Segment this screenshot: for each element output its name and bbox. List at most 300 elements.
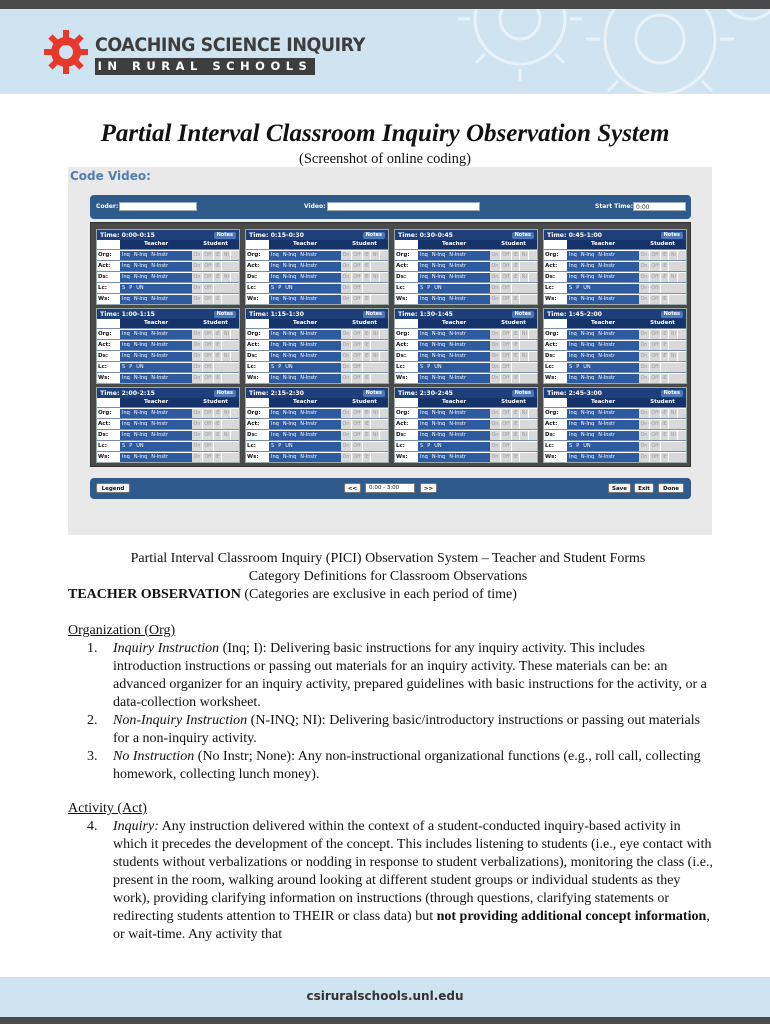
student-option[interactable]: NI <box>669 352 678 361</box>
teacher-option[interactable]: N-Inq <box>431 431 446 438</box>
student-option[interactable]: Off <box>650 374 661 383</box>
student-option[interactable]: IE <box>661 409 669 418</box>
teacher-option[interactable]: N-Inq <box>282 453 297 460</box>
teacher-option[interactable]: N-Instr <box>449 262 467 269</box>
teacher-option[interactable]: UN <box>136 363 144 370</box>
teacher-option[interactable]: Inq <box>569 420 577 427</box>
student-option[interactable]: On <box>192 453 203 462</box>
student-option[interactable]: IE <box>363 273 371 282</box>
student-option[interactable]: IE <box>661 262 669 271</box>
notes-button[interactable]: Notes <box>512 232 534 239</box>
teacher-option[interactable]: N-Instr <box>300 431 318 438</box>
teacher-option[interactable]: N-Inq <box>431 273 446 280</box>
student-option[interactable]: IE <box>512 273 520 282</box>
teacher-option[interactable]: Inq <box>122 330 130 337</box>
teacher-option[interactable]: N-Instr <box>300 341 318 348</box>
student-option[interactable]: IE <box>512 251 520 260</box>
student-option[interactable]: IE <box>661 330 669 339</box>
student-option[interactable]: NI <box>371 330 380 339</box>
student-option[interactable]: Off <box>203 442 214 451</box>
student-option[interactable]: NI <box>371 409 380 418</box>
video-input[interactable] <box>327 202 480 211</box>
student-option[interactable]: On <box>341 341 352 350</box>
student-option[interactable]: On <box>639 352 650 361</box>
student-option[interactable]: IE <box>214 409 222 418</box>
student-option[interactable]: Off <box>203 352 214 361</box>
teacher-option[interactable]: P <box>427 363 431 370</box>
student-option[interactable]: On <box>490 295 501 304</box>
teacher-option[interactable]: N-Inq <box>431 409 446 416</box>
teacher-option[interactable]: N-Inq <box>133 273 148 280</box>
teacher-option[interactable]: Inq <box>122 262 130 269</box>
teacher-option[interactable]: N-Instr <box>598 431 616 438</box>
student-option[interactable]: On <box>341 409 352 418</box>
teacher-option[interactable]: N-Inq <box>580 409 595 416</box>
teacher-option[interactable]: N-Instr <box>449 341 467 348</box>
student-option[interactable]: Off <box>501 352 512 361</box>
student-option[interactable]: Off <box>501 431 512 440</box>
teacher-option[interactable]: P <box>576 442 580 449</box>
student-option[interactable]: Off <box>650 442 661 451</box>
teacher-option[interactable]: N-Instr <box>598 420 616 427</box>
notes-button[interactable]: Notes <box>363 311 385 318</box>
student-option[interactable]: Off <box>352 431 363 440</box>
teacher-option[interactable]: S <box>122 284 126 291</box>
teacher-option[interactable]: Inq <box>122 409 130 416</box>
notes-button[interactable]: Notes <box>661 311 683 318</box>
student-option[interactable]: Off <box>203 453 214 462</box>
teacher-option[interactable]: P <box>129 442 133 449</box>
teacher-option[interactable]: N-Inq <box>580 262 595 269</box>
teacher-option[interactable]: N-Inq <box>431 453 446 460</box>
teacher-option[interactable]: Inq <box>122 295 130 302</box>
student-option[interactable]: IE <box>661 352 669 361</box>
student-option[interactable]: IE <box>214 262 222 271</box>
student-option[interactable]: IE <box>512 262 520 271</box>
student-option[interactable]: NI <box>222 251 231 260</box>
teacher-option[interactable]: Inq <box>122 431 130 438</box>
notes-button[interactable]: Notes <box>214 232 236 239</box>
save-button[interactable]: Save <box>608 483 631 493</box>
teacher-option[interactable]: N-Instr <box>151 409 169 416</box>
student-option[interactable]: IE <box>661 420 669 429</box>
teacher-option[interactable]: Inq <box>122 374 130 381</box>
student-option[interactable]: On <box>341 352 352 361</box>
student-option[interactable]: Off <box>203 295 214 304</box>
student-option[interactable]: IE <box>512 295 520 304</box>
student-option[interactable]: On <box>639 284 650 293</box>
teacher-option[interactable]: N-Instr <box>598 295 616 302</box>
student-option[interactable]: On <box>341 251 352 260</box>
student-option[interactable]: Off <box>501 409 512 418</box>
teacher-option[interactable]: N-Instr <box>449 409 467 416</box>
teacher-option[interactable]: N-Instr <box>151 251 169 258</box>
teacher-option[interactable]: Inq <box>271 262 279 269</box>
teacher-option[interactable]: N-Instr <box>300 420 318 427</box>
teacher-option[interactable]: S <box>271 442 275 449</box>
teacher-option[interactable]: N-Inq <box>133 295 148 302</box>
student-option[interactable]: On <box>192 420 203 429</box>
student-option[interactable]: IE <box>363 330 371 339</box>
student-option[interactable]: On <box>639 442 650 451</box>
student-option[interactable]: On <box>341 363 352 372</box>
student-option[interactable]: Off <box>352 352 363 361</box>
student-option[interactable]: Off <box>501 330 512 339</box>
student-option[interactable]: NI <box>371 273 380 282</box>
teacher-option[interactable]: UN <box>583 363 591 370</box>
student-option[interactable]: Off <box>203 251 214 260</box>
teacher-option[interactable]: N-Inq <box>580 453 595 460</box>
student-option[interactable]: IE <box>512 409 520 418</box>
teacher-option[interactable]: Inq <box>271 431 279 438</box>
student-option[interactable]: On <box>639 341 650 350</box>
student-option[interactable]: IE <box>661 341 669 350</box>
student-option[interactable]: NI <box>371 251 380 260</box>
teacher-option[interactable]: P <box>278 363 282 370</box>
student-option[interactable]: Off <box>650 295 661 304</box>
student-option[interactable]: Off <box>501 273 512 282</box>
teacher-option[interactable]: Inq <box>569 453 577 460</box>
student-option[interactable]: Off <box>501 341 512 350</box>
student-option[interactable]: Off <box>203 341 214 350</box>
student-option[interactable]: On <box>490 374 501 383</box>
teacher-option[interactable]: N-Inq <box>431 341 446 348</box>
student-option[interactable]: NI <box>520 409 529 418</box>
student-option[interactable]: On <box>192 409 203 418</box>
student-option[interactable]: IE <box>214 295 222 304</box>
student-option[interactable]: On <box>490 262 501 271</box>
notes-button[interactable]: Notes <box>661 390 683 397</box>
student-option[interactable]: On <box>341 262 352 271</box>
teacher-option[interactable]: Inq <box>569 330 577 337</box>
teacher-option[interactable]: Inq <box>420 453 428 460</box>
student-option[interactable]: NI <box>222 330 231 339</box>
teacher-option[interactable]: N-Inq <box>282 374 297 381</box>
notes-button[interactable]: Notes <box>214 390 236 397</box>
student-option[interactable]: NI <box>222 352 231 361</box>
student-option[interactable]: On <box>341 295 352 304</box>
teacher-option[interactable]: Inq <box>271 409 279 416</box>
teacher-option[interactable]: N-Inq <box>431 295 446 302</box>
teacher-option[interactable]: N-Instr <box>449 453 467 460</box>
student-option[interactable]: IE <box>512 374 520 383</box>
teacher-option[interactable]: S <box>122 442 126 449</box>
teacher-option[interactable]: N-Inq <box>431 262 446 269</box>
student-option[interactable]: Off <box>352 330 363 339</box>
student-option[interactable]: IE <box>661 295 669 304</box>
teacher-option[interactable]: Inq <box>420 295 428 302</box>
teacher-option[interactable]: S <box>420 363 424 370</box>
teacher-option[interactable]: Inq <box>569 431 577 438</box>
teacher-option[interactable]: Inq <box>271 374 279 381</box>
teacher-option[interactable]: N-Inq <box>133 330 148 337</box>
student-option[interactable]: On <box>639 251 650 260</box>
teacher-option[interactable]: S <box>271 363 275 370</box>
teacher-option[interactable]: UN <box>285 442 293 449</box>
teacher-option[interactable]: N-Inq <box>282 273 297 280</box>
student-option[interactable]: Off <box>650 431 661 440</box>
teacher-option[interactable]: Inq <box>271 295 279 302</box>
student-option[interactable]: Off <box>352 262 363 271</box>
student-option[interactable]: NI <box>222 273 231 282</box>
student-option[interactable]: Off <box>352 409 363 418</box>
teacher-option[interactable]: Inq <box>271 341 279 348</box>
teacher-option[interactable]: Inq <box>271 352 279 359</box>
teacher-option[interactable]: Inq <box>271 251 279 258</box>
teacher-option[interactable]: N-Inq <box>133 453 148 460</box>
student-option[interactable]: IE <box>363 352 371 361</box>
teacher-option[interactable]: Inq <box>271 420 279 427</box>
student-option[interactable]: Off <box>352 341 363 350</box>
teacher-option[interactable]: N-Instr <box>151 420 169 427</box>
teacher-option[interactable]: Inq <box>569 262 577 269</box>
teacher-option[interactable]: N-Instr <box>598 352 616 359</box>
teacher-option[interactable]: N-Instr <box>449 431 467 438</box>
student-option[interactable]: Off <box>203 284 214 293</box>
teacher-option[interactable]: N-Inq <box>282 262 297 269</box>
student-option[interactable]: Off <box>352 442 363 451</box>
range-select[interactable]: 0:00 - 3:00 <box>365 483 415 493</box>
coder-input[interactable] <box>119 202 197 211</box>
teacher-option[interactable]: Inq <box>569 341 577 348</box>
teacher-option[interactable]: Inq <box>420 273 428 280</box>
student-option[interactable]: On <box>490 453 501 462</box>
teacher-option[interactable]: N-Instr <box>151 262 169 269</box>
student-option[interactable]: On <box>639 273 650 282</box>
student-option[interactable]: IE <box>363 262 371 271</box>
student-option[interactable]: Off <box>650 341 661 350</box>
student-option[interactable]: IE <box>512 341 520 350</box>
student-option[interactable]: On <box>490 273 501 282</box>
teacher-option[interactable]: Inq <box>122 352 130 359</box>
student-option[interactable]: On <box>490 330 501 339</box>
student-option[interactable]: On <box>490 251 501 260</box>
teacher-option[interactable]: N-Inq <box>431 374 446 381</box>
teacher-option[interactable]: N-Inq <box>282 330 297 337</box>
student-option[interactable]: Off <box>203 273 214 282</box>
teacher-option[interactable]: N-Inq <box>133 420 148 427</box>
done-button[interactable]: Done <box>658 483 684 493</box>
student-option[interactable]: On <box>341 273 352 282</box>
student-option[interactable]: Off <box>352 295 363 304</box>
notes-button[interactable]: Notes <box>214 311 236 318</box>
teacher-option[interactable]: S <box>122 363 126 370</box>
student-option[interactable]: IE <box>363 409 371 418</box>
notes-button[interactable]: Notes <box>363 390 385 397</box>
student-option[interactable]: On <box>192 431 203 440</box>
teacher-option[interactable]: N-Inq <box>580 352 595 359</box>
teacher-option[interactable]: UN <box>434 284 442 291</box>
teacher-option[interactable]: P <box>129 284 133 291</box>
student-option[interactable]: Off <box>501 251 512 260</box>
student-option[interactable]: On <box>192 295 203 304</box>
teacher-option[interactable]: N-Inq <box>580 341 595 348</box>
student-option[interactable]: IE <box>363 341 371 350</box>
teacher-option[interactable]: Inq <box>122 453 130 460</box>
teacher-option[interactable]: Inq <box>271 453 279 460</box>
teacher-option[interactable]: Inq <box>420 420 428 427</box>
teacher-option[interactable]: UN <box>285 284 293 291</box>
teacher-option[interactable]: Inq <box>122 273 130 280</box>
teacher-option[interactable]: N-Instr <box>300 330 318 337</box>
student-option[interactable]: On <box>192 330 203 339</box>
student-option[interactable]: IE <box>214 374 222 383</box>
teacher-option[interactable]: N-Inq <box>282 251 297 258</box>
student-option[interactable]: On <box>639 262 650 271</box>
student-option[interactable]: IE <box>661 374 669 383</box>
teacher-option[interactable]: N-Instr <box>151 330 169 337</box>
student-option[interactable]: Off <box>203 363 214 372</box>
teacher-option[interactable]: N-Inq <box>580 330 595 337</box>
student-option[interactable]: Off <box>650 273 661 282</box>
teacher-option[interactable]: N-Instr <box>151 341 169 348</box>
student-option[interactable]: Off <box>650 363 661 372</box>
student-option[interactable]: On <box>341 284 352 293</box>
teacher-option[interactable]: N-Instr <box>151 352 169 359</box>
teacher-option[interactable]: N-Inq <box>133 352 148 359</box>
student-option[interactable]: NI <box>371 431 380 440</box>
student-option[interactable]: Off <box>352 251 363 260</box>
teacher-option[interactable]: N-Inq <box>133 251 148 258</box>
teacher-option[interactable]: N-Instr <box>300 251 318 258</box>
student-option[interactable]: On <box>639 363 650 372</box>
student-option[interactable]: Off <box>650 352 661 361</box>
student-option[interactable]: On <box>341 374 352 383</box>
student-option[interactable]: IE <box>214 341 222 350</box>
teacher-option[interactable]: P <box>576 284 580 291</box>
student-option[interactable]: On <box>490 284 501 293</box>
student-option[interactable]: Off <box>203 374 214 383</box>
student-option[interactable]: Off <box>352 284 363 293</box>
student-option[interactable]: Off <box>352 420 363 429</box>
student-option[interactable]: Off <box>352 273 363 282</box>
student-option[interactable]: On <box>639 431 650 440</box>
teacher-option[interactable]: N-Inq <box>580 420 595 427</box>
student-option[interactable]: Off <box>203 409 214 418</box>
teacher-option[interactable]: N-Instr <box>300 262 318 269</box>
student-option[interactable]: Off <box>203 330 214 339</box>
student-option[interactable]: On <box>192 374 203 383</box>
teacher-option[interactable]: Inq <box>122 420 130 427</box>
student-option[interactable]: IE <box>214 330 222 339</box>
student-option[interactable]: IE <box>363 251 371 260</box>
student-option[interactable]: On <box>639 409 650 418</box>
teacher-option[interactable]: Inq <box>420 262 428 269</box>
student-option[interactable]: Off <box>650 420 661 429</box>
student-option[interactable]: Off <box>352 453 363 462</box>
student-option[interactable]: IE <box>512 453 520 462</box>
student-option[interactable]: On <box>639 453 650 462</box>
start-time-input[interactable]: 0:00 <box>633 202 686 211</box>
notes-button[interactable]: Notes <box>512 311 534 318</box>
student-option[interactable]: On <box>192 442 203 451</box>
teacher-option[interactable]: UN <box>583 442 591 449</box>
teacher-option[interactable]: N-Inq <box>580 431 595 438</box>
notes-button[interactable]: Notes <box>512 390 534 397</box>
teacher-option[interactable]: N-Inq <box>580 273 595 280</box>
student-option[interactable]: On <box>341 431 352 440</box>
student-option[interactable]: NI <box>669 431 678 440</box>
teacher-option[interactable]: N-Instr <box>151 374 169 381</box>
student-option[interactable]: Off <box>203 262 214 271</box>
student-option[interactable]: On <box>639 374 650 383</box>
teacher-option[interactable]: N-Inq <box>282 431 297 438</box>
teacher-option[interactable]: UN <box>136 284 144 291</box>
student-option[interactable]: On <box>192 262 203 271</box>
student-option[interactable]: IE <box>363 453 371 462</box>
student-option[interactable]: On <box>490 341 501 350</box>
teacher-option[interactable]: N-Inq <box>133 374 148 381</box>
teacher-option[interactable]: S <box>569 284 573 291</box>
teacher-option[interactable]: S <box>271 284 275 291</box>
teacher-option[interactable]: N-Inq <box>133 409 148 416</box>
teacher-option[interactable]: P <box>576 363 580 370</box>
student-option[interactable]: IE <box>512 420 520 429</box>
legend-button[interactable]: Legend <box>96 483 130 493</box>
teacher-option[interactable]: Inq <box>420 431 428 438</box>
student-option[interactable]: IE <box>214 251 222 260</box>
teacher-option[interactable]: Inq <box>420 341 428 348</box>
teacher-option[interactable]: P <box>427 284 431 291</box>
teacher-option[interactable]: N-Instr <box>449 295 467 302</box>
teacher-option[interactable]: Inq <box>569 251 577 258</box>
footer-url[interactable]: csiruralschools.unl.edu <box>306 989 464 1003</box>
student-option[interactable]: IE <box>214 352 222 361</box>
teacher-option[interactable]: S <box>420 442 424 449</box>
student-option[interactable]: Off <box>501 295 512 304</box>
student-option[interactable]: Off <box>650 262 661 271</box>
teacher-option[interactable]: N-Instr <box>598 330 616 337</box>
student-option[interactable]: IE <box>363 295 371 304</box>
teacher-option[interactable]: Inq <box>569 352 577 359</box>
student-option[interactable]: Off <box>203 420 214 429</box>
student-option[interactable]: IE <box>661 251 669 260</box>
teacher-option[interactable]: N-Inq <box>580 251 595 258</box>
teacher-option[interactable]: Inq <box>271 273 279 280</box>
student-option[interactable]: IE <box>363 374 371 383</box>
student-option[interactable]: Off <box>501 420 512 429</box>
teacher-option[interactable]: Inq <box>420 352 428 359</box>
student-option[interactable]: Off <box>650 409 661 418</box>
student-option[interactable]: On <box>490 352 501 361</box>
student-option[interactable]: NI <box>669 251 678 260</box>
teacher-option[interactable]: P <box>129 363 133 370</box>
student-option[interactable]: Off <box>501 262 512 271</box>
student-option[interactable]: On <box>192 284 203 293</box>
teacher-option[interactable]: P <box>278 284 282 291</box>
student-option[interactable]: IE <box>214 453 222 462</box>
teacher-option[interactable]: N-Instr <box>300 295 318 302</box>
teacher-option[interactable]: Inq <box>420 251 428 258</box>
notes-button[interactable]: Notes <box>661 232 683 239</box>
student-option[interactable]: On <box>639 295 650 304</box>
student-option[interactable]: On <box>490 420 501 429</box>
student-option[interactable]: NI <box>371 352 380 361</box>
student-option[interactable]: NI <box>669 273 678 282</box>
student-option[interactable]: Off <box>501 284 512 293</box>
teacher-option[interactable]: N-Instr <box>151 273 169 280</box>
teacher-option[interactable]: N-Inq <box>431 352 446 359</box>
teacher-option[interactable]: P <box>427 442 431 449</box>
student-option[interactable]: NI <box>669 409 678 418</box>
teacher-option[interactable]: N-Instr <box>300 374 318 381</box>
teacher-option[interactable]: P <box>278 442 282 449</box>
student-option[interactable]: IE <box>512 352 520 361</box>
student-option[interactable]: NI <box>520 330 529 339</box>
student-option[interactable]: NI <box>222 431 231 440</box>
teacher-option[interactable]: N-Instr <box>598 273 616 280</box>
teacher-option[interactable]: N-Instr <box>598 262 616 269</box>
